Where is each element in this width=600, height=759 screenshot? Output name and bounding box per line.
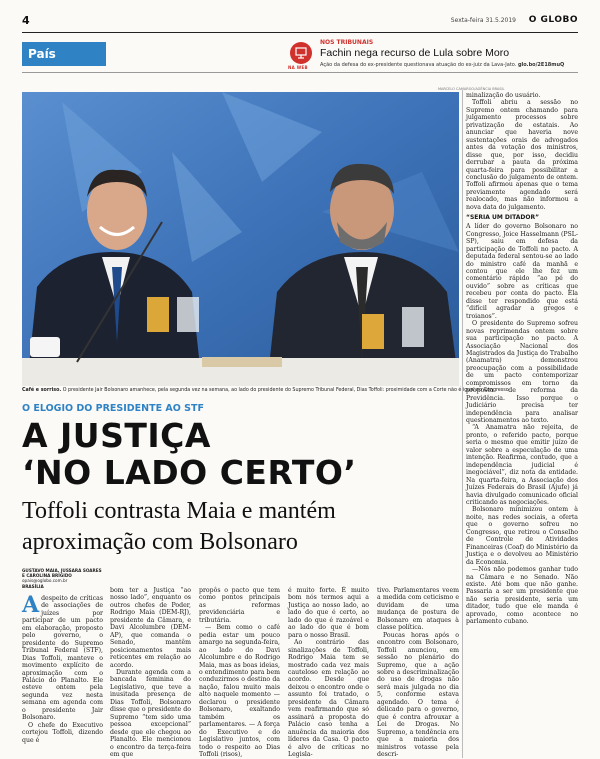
article-column-2 [110, 587, 191, 758]
teaser-title: Fachin nega recurso de Lula sobre Moro [320, 47, 510, 59]
page-number: 4 [22, 14, 30, 27]
headline-line-2: ‘NO LADO CERTO’ [22, 453, 357, 492]
paragraph: minalização do usuário. [466, 92, 541, 99]
paragraph: O chefe do Executivo cortejou Toffoli, dizendo que é [22, 721, 103, 744]
newspaper-logo: O GLOBO [528, 15, 578, 25]
subheading: “SERIA UM DITADOR” [466, 214, 540, 222]
teaser-summary: Ação da defesa do ex-presidente questionava atuação do ex-juiz da Lava-Jato. [320, 62, 517, 68]
article-headline [22, 417, 357, 491]
web-label: NA WEB [288, 65, 308, 70]
paragraph: — Bem como o café pedia estar um pouco amargo na segunda-feira, ao lado do Davi Alcolumbre e do Rodrigo Maia, mas as boas ideias, o entendimento para bem conduzirmos o destino da nação, falou muito mais alto naquele momento — declarou o presidente Bolsonaro, exaltando também os parlamentares. — A força do Executivo e do Legislativo juntos, com todo o respeito ao Dias Toffoli (risos), [199, 624, 280, 758]
paragraph: Durante agenda com a bancada feminina do Legislativo, que teve a inusitada presença de Dias Toffoli, Bolsonaro disse que o presidente do Supremo “tem sido uma pessoa excepcional” desde que ele chegou ao Planalto. Ele mencionou o encontro da terça-feira em que [110, 668, 191, 758]
date-line: Sexta-feira 31.5.2019 [450, 17, 516, 24]
paragraph: tivo. Parlamentares veem a medida com ceticismo e duvidam de uma mudança de postura de Bolsonaro em ataques à classe política. [377, 587, 459, 632]
photo-illustration [22, 92, 459, 386]
paragraph-text: despeito de críticas de associações de juízes por participar de um pacto em elaboração, proposto pelo governo, o presidente do Supremo Tribunal Federal (STF), Dias Toffoli, manteve o movimento explícito de aproximação com o Palácio do Planalto. Ele esteve ontem pela segunda vez nesta semana em agenda com o presidente Jair Bolsonaro. [22, 595, 103, 722]
paragraph: “A Anamatra não rejeita, de pronto, o referido pacto, porque seria o mesmo que emitir juízo de valor sobre a especulação de uma intenção. Reafirma, contudo, que a independência judicial é inegociável”, diz nota da entidade. Na quarta-feira, a Associação dos Juízes Federais do Brasil (Ajufe) já havia divulgado comunicado oficial criticando as negociações. [466, 424, 578, 507]
article-column-1 [22, 592, 103, 755]
teaser-text [320, 62, 564, 68]
teaser-kicker: NOS TRIBUNAIS [320, 39, 374, 46]
article-column-4 [288, 587, 369, 758]
paragraph [22, 592, 103, 722]
drop-cap: A [22, 592, 40, 618]
byline-email[interactable]: opais@oglobo.com.br [22, 578, 68, 584]
byline [22, 568, 102, 589]
article-column-3 [199, 587, 280, 758]
paragraph: A líder do governo Bolsonaro no Congresso, Joice Hasselmann (PSL-SP), saiu em defesa da participação de Toffoli no pacto. A deputada federal sentou-se ao lado do ministro café da manhã e contou que ele lhe fez um comentário rápido “ao pé do ouvido” sobre as críticas que recebeu por conta do pacto. Ela disse ter respondido que está “difícil agradar a gregos e troianos”. [466, 223, 578, 320]
paragraph: Bolsonaro minimizou ontem à noite, nas redes sociais, a oferta que o governo sofreu no Congresso, que retirou o Conselho de Controle de Atividades Financeiras (Coaf) do Ministério da Justiça e o devolveu ao Ministério da Economia. [466, 506, 578, 566]
paragraph: Ao contrário das sinalizações de Toffoli, Rodrigo Maia tem se mostrado cada vez mais cauteloso em relação ao acordo. Desde que deixou o encontro onde o assunto foi tratado, o presidente da Câmara vem reafirmando que só assinará a proposta do Palácio caso tenha a anuência da maioria dos líderes da Casa. O pacto é alvo de críticas no Legisla- [288, 639, 369, 758]
monitor-icon [290, 42, 312, 64]
column-divider [462, 90, 463, 758]
paragraph: bom ter a Justiça “ao nosso lado”, enquanto os outros chefes de Poder, Rodrigo Maia (DEM-RJ), presidente da Câmara, e Davi Alcolumbre (DEM-AP), que comanda o Senado, mantêm posicionamentos mais reticentes em relação ao acordo. [110, 587, 191, 669]
paragraph: Poucas horas após o encontro com Bolsonaro, Toffoli anunciou, em sessão no plenário do Supremo, que a ação sobre a descriminalização do uso de drogas não será mais julgada no dia 5, conforme estava agendado. O tema é delicado para o governo, que é contra afrouxar a Lei de Drogas. No Supremo, a tendência era que a maioria dos ministros votasse pela descri- [377, 631, 459, 758]
web-icon [290, 42, 312, 64]
paragraph: O presidente do Supremo sofreu novas reprimendas ontem sobre sua participação no pacto. A Associação Nacional dos Magistrados da Justiça do Trabalho (Anamatra) demonstrou preocupação com a possibilidade de um pacto contemporizar compromissos em torno da proposta de reforma da Previdência. Isso porque o Judiciário precisa ter independência para analisar questionamentos ao texto. [466, 320, 578, 425]
teaser-link[interactable]: glo.bo/2E18muQ [517, 62, 565, 68]
paragraph: Toffoli abriu a sessão no Supremo ontem chamando para julgamento processos sobre privatização de estatais. Ao anunciar que haveria nove sustentações orais de advogados antes da votação dos ministros, disse que, por isso, decidiu derrubar a pauta da próxima quarta-feira para possibilitar a conclusão do julgamento de ontem. Toffoli afirmou apenas que o tema previamente agendado será realocado, mas não informou a nova data do julgamento. [466, 99, 578, 211]
paragraph: é muito forte. É muito bom nós termos aqui a Justiça ao nosso lado, ao lado do que é certo, ao lado do que é razoável e ao lado do que é bom para o nosso Brasil. [288, 587, 369, 639]
section-label: País [22, 42, 106, 66]
caption-text: O presidente Jair Bolsonaro amanhece, pela segunda vez na semana, ao lado do presidente do Supremo Tribunal Federal, Dias Toffoli: proximidade com a Corte não é igual no Congresso [62, 388, 509, 393]
main-photo [22, 92, 459, 386]
paragraph: —Nós não podemos ganhar tudo na Câmara e no Senado. Não existe. Até bom que não ganhe. Passaria a ser um presidente que não seria presidente, seria um ditador, tudo que ele manda é aprovado, como acontece no parlamento cubano. [466, 566, 578, 626]
article-subhead: Toffoli contrasta Maia e mantém aproximação com Bolsonaro [22, 498, 336, 555]
photo-credit: MARCELO CAMARGO/AGÊNCIA BRASIL [438, 87, 505, 91]
headline-line-1: A JUSTIÇA [22, 416, 211, 455]
photo-caption [22, 388, 509, 393]
byline-names: GUSTAVO MAIA, JUSSARA SOARES E CAROLINA BRÍGIDO [22, 568, 102, 579]
article-kicker: O ELOGIO DO PRESIDENTE AO STF [22, 403, 204, 414]
section-bar [22, 38, 578, 73]
page-header [22, 14, 578, 33]
byline-city: BRASÍLIA [22, 583, 44, 589]
paragraph: propôs o pacto que tem como pontos principais as reformas previdenciária e tributária. [199, 587, 280, 624]
article-column-6 [466, 92, 578, 755]
caption-lead: Café e sorriso. [22, 388, 62, 393]
article-column-5 [377, 587, 459, 758]
